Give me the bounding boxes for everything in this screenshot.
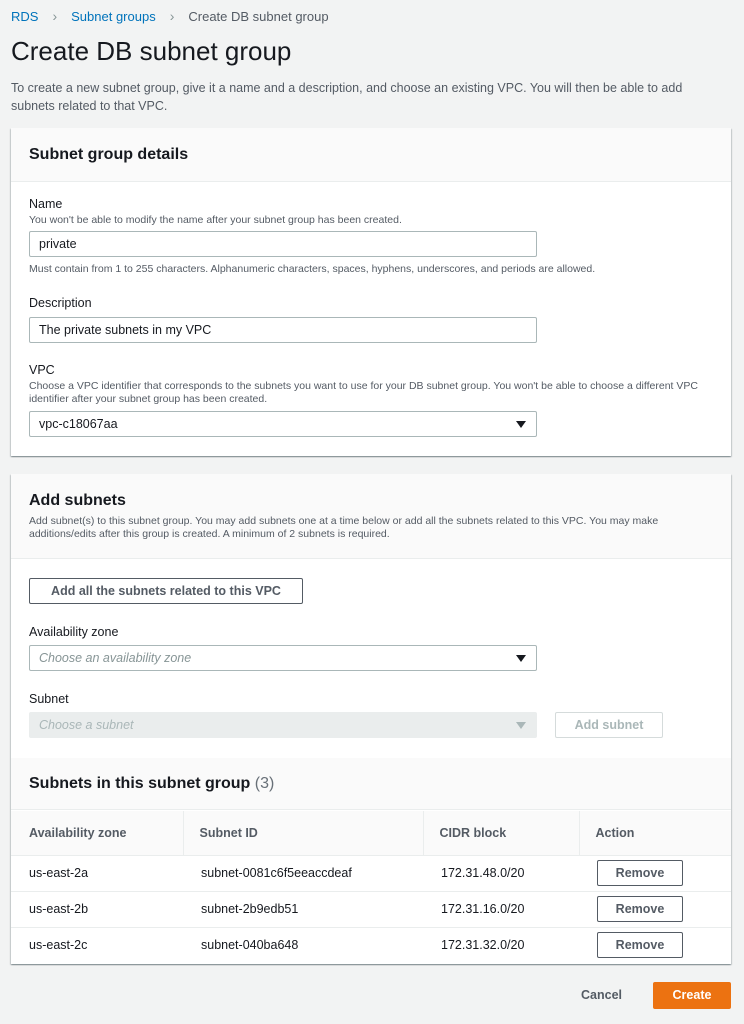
panel-header (11, 128, 731, 182)
col-subnet-id: Subnet ID (183, 811, 423, 855)
table-row (11, 891, 731, 927)
add-subnet-button[interactable]: Add subnet (555, 712, 663, 738)
add-subnets-heading: Add subnets (29, 492, 126, 509)
cell-cidr: 172.31.32.0/20 (441, 938, 525, 953)
caret-down-icon (516, 421, 526, 428)
description-input[interactable]: The private subnets in my VPC (29, 317, 537, 343)
remove-button[interactable]: Remove (597, 860, 683, 886)
breadcrumb-current: Create DB subnet group (188, 8, 329, 24)
cell-action (579, 891, 731, 927)
panel-header (11, 474, 731, 559)
name-input[interactable]: private (29, 231, 537, 257)
vpc-select-value: vpc-c18067aa (39, 417, 118, 431)
name-label: Name (29, 197, 63, 211)
add-subnets-panel (11, 474, 731, 964)
subnet-group-details-panel (11, 128, 731, 456)
col-cidr-block: CIDR block (423, 811, 579, 855)
vpc-description: Choose a VPC identifier that corresponds to the subnets you want to use for your DB subnet group. You won't be able to choose a different VPC identifier after your subnet group has been created. (29, 380, 698, 405)
page-description: To create a new subnet group, give it a name and a description, and choose an existing VPC. You will then be able to add subnets related to that VPC. (11, 81, 683, 113)
breadcrumb-subnet-groups-link[interactable]: Subnet groups (71, 8, 156, 24)
caret-down-icon (516, 722, 526, 729)
breadcrumb-rds-link[interactable]: RDS (11, 8, 39, 24)
availability-zone-label: Availability zone (29, 625, 119, 639)
remove-button[interactable]: Remove (597, 932, 683, 958)
chevron-right-icon: › (169, 8, 175, 24)
table-row (11, 855, 731, 891)
availability-zone-select[interactable] (29, 645, 537, 671)
cell-subnet-id: subnet-040ba648 (201, 938, 299, 953)
col-action: Action (579, 811, 731, 855)
vpc-select[interactable] (29, 411, 537, 437)
col-availability-zone: Availability zone (11, 811, 183, 855)
create-button[interactable]: Create (653, 982, 731, 1009)
cancel-button[interactable]: Cancel (581, 988, 622, 1002)
cell-cidr: 172.31.16.0/20 (423, 891, 579, 927)
subnet-placeholder: Choose a subnet (39, 718, 134, 732)
subnets-table-wrap (11, 811, 731, 963)
cell-action (579, 855, 731, 891)
subnet-label: Subnet (29, 692, 69, 706)
chevron-right-icon: › (52, 8, 58, 24)
vpc-label: VPC (29, 363, 55, 377)
subnets-count: (3) (254, 775, 275, 792)
add-all-subnets-button[interactable]: Add all the subnets related to this VPC (29, 578, 303, 604)
cell-az: us-east-2a (11, 855, 183, 891)
cell-cidr: 172.31.48.0/20 (423, 855, 579, 891)
page-title: Create DB subnet group (11, 36, 292, 66)
subnet-group-details-heading: Subnet group details (29, 146, 189, 163)
subnet-select[interactable] (29, 712, 537, 738)
cell-subnet-id: subnet-0081c6f5eeaccdeaf (183, 855, 423, 891)
cell-az: us-east-2b (11, 891, 183, 927)
name-constraint: Must contain from 1 to 255 characters. Alphanumeric characters, spaces, hyphens, underscores, and periods are allowed. (29, 263, 596, 275)
remove-button[interactable]: Remove (597, 896, 683, 922)
description-label: Description (29, 296, 92, 310)
cell-action (579, 927, 731, 963)
cell-subnet-id: subnet-2b9edb51 (183, 891, 423, 927)
availability-zone-placeholder: Choose an availability zone (39, 651, 192, 665)
subnets-table (11, 811, 731, 963)
name-description: You won't be able to modify the name after your subnet group has been created. (29, 214, 402, 226)
subnets-table-heading: Subnets in this subnet group (29, 775, 251, 792)
add-subnets-description: Add subnet(s) to this subnet group. You may add subnets one at a time below or add all the subnets related to this VPC. You may make additions/edits after this group is created. A minimum of 2 subnets is required. (29, 515, 659, 540)
cell-az: us-east-2c (29, 938, 88, 953)
table-row (11, 927, 731, 963)
caret-down-icon (516, 655, 526, 662)
subnets-table-header (11, 758, 731, 810)
breadcrumb (11, 8, 329, 24)
